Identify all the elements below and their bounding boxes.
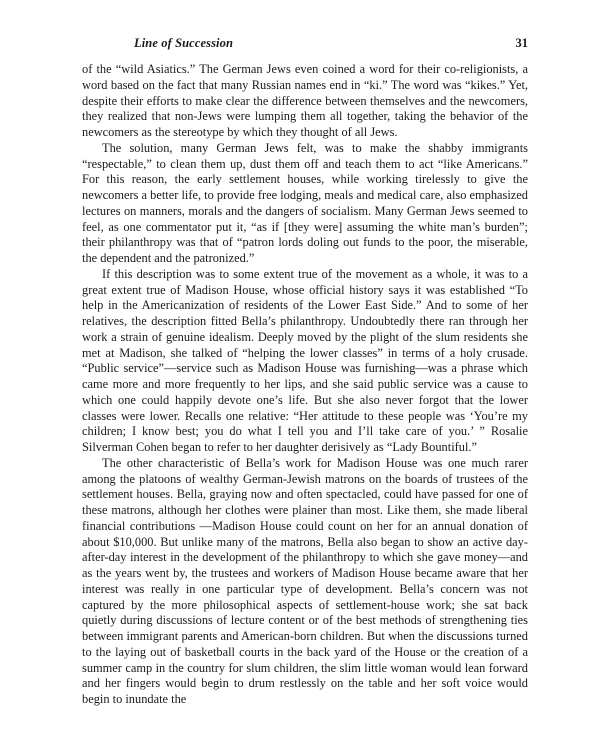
running-title: Line of Succession — [134, 36, 234, 50]
paragraph: The solution, many German Jews felt, was to make the shabby immigrants “respectable,” to clean them up, dust them off and teach them to act “like Americans.” For this reason, the early settlement houses, while working tirelessly to give the newcomers a better life, to provide free lodging, meals and medical care, also emphasized lectures on manners, morals and the dangers of socialism. Many German Jews seemed to feel, as one commentator put it, “as if [they were] assuming the white man’s burden”; their philanthropy was that of “patron lords doling out funds to the poor, the miserable, the dependent and the patronized.” — [82, 140, 528, 265]
book-page — [82, 36, 528, 708]
paragraph: of the “wild Asiatics.” The German Jews even coined a word for their co-religionists, a word based on the fact that many Russian names end in “ki.” The word was “kikes.” Yet, despite their efforts to make clear the difference between themselves and the newcomers, they realized that non-Jews were lumping them all together, taking the behavior of the newcomers as the stereotype by which they thought of all Jews. — [82, 62, 528, 139]
page-number: 31 — [515, 36, 528, 50]
body-text — [82, 62, 528, 708]
running-head — [82, 36, 528, 54]
paragraph: If this description was to some extent true of the movement as a whole, it was to a great extent true of Madison House, whose official history says it was established “To help in the Americanization of residents of the Lower East Side.” And to some of her relatives, the description fitted Bella’s philanthropy. Undoubtedly there ran through her work a strain of genuine idealism. Deeply moved by the plight of the slum residents she met at Madison, she talked of “helping the lower classes” in terms of a holy crusade. “Public service”—service such as Madison House was furnishing—was a phrase which came more and more frequently to her lips, and she said public service was a cause to which one could happily devote one’s life. But she also never forgot that the lower classes were lower. Recalls one relative: “Her attitude to these people was ‘You’re my children; I know best; you do what I tell you and I’ll take care of you.’ ” Rosalie Silverman Cohen began to refer to her daughter derisively as “Lady Bountiful.” — [82, 266, 528, 454]
paragraph: The other characteristic of Bella’s work for Madison House was one much rarer among the platoons of wealthy German-Jewish matrons on the boards of trustees of the settlement houses. Bella, graying now and often spectacled, could have passed for one of these matrons, although her clothes were plainer than most. Like them, she made liberal financial contributions —Madison House could count on her for an annual donation of about $10,000. But unlike many of the matrons, Bella also began to show an active day-after-day interest in the development of the philanthropy to which she gave money—and as the years went by, the trustees and workers of Madison House became aware that her interest was really in one particular type of development. Bella’s concern was not captured by the more philosophical aspects of settlement-house work; she sat back quietly during discussions of lecture content or of the best methods of strengthening ties between immigrant parents and American-born children. But when the discussions turned to the laying out of basketball courts in the back yard of the House or the creation of a summer camp in the country for slum children, the slim little woman would lean forward and her fingers would begin to drum restlessly on the table and her soft voice would begin to inundate the — [82, 455, 528, 706]
